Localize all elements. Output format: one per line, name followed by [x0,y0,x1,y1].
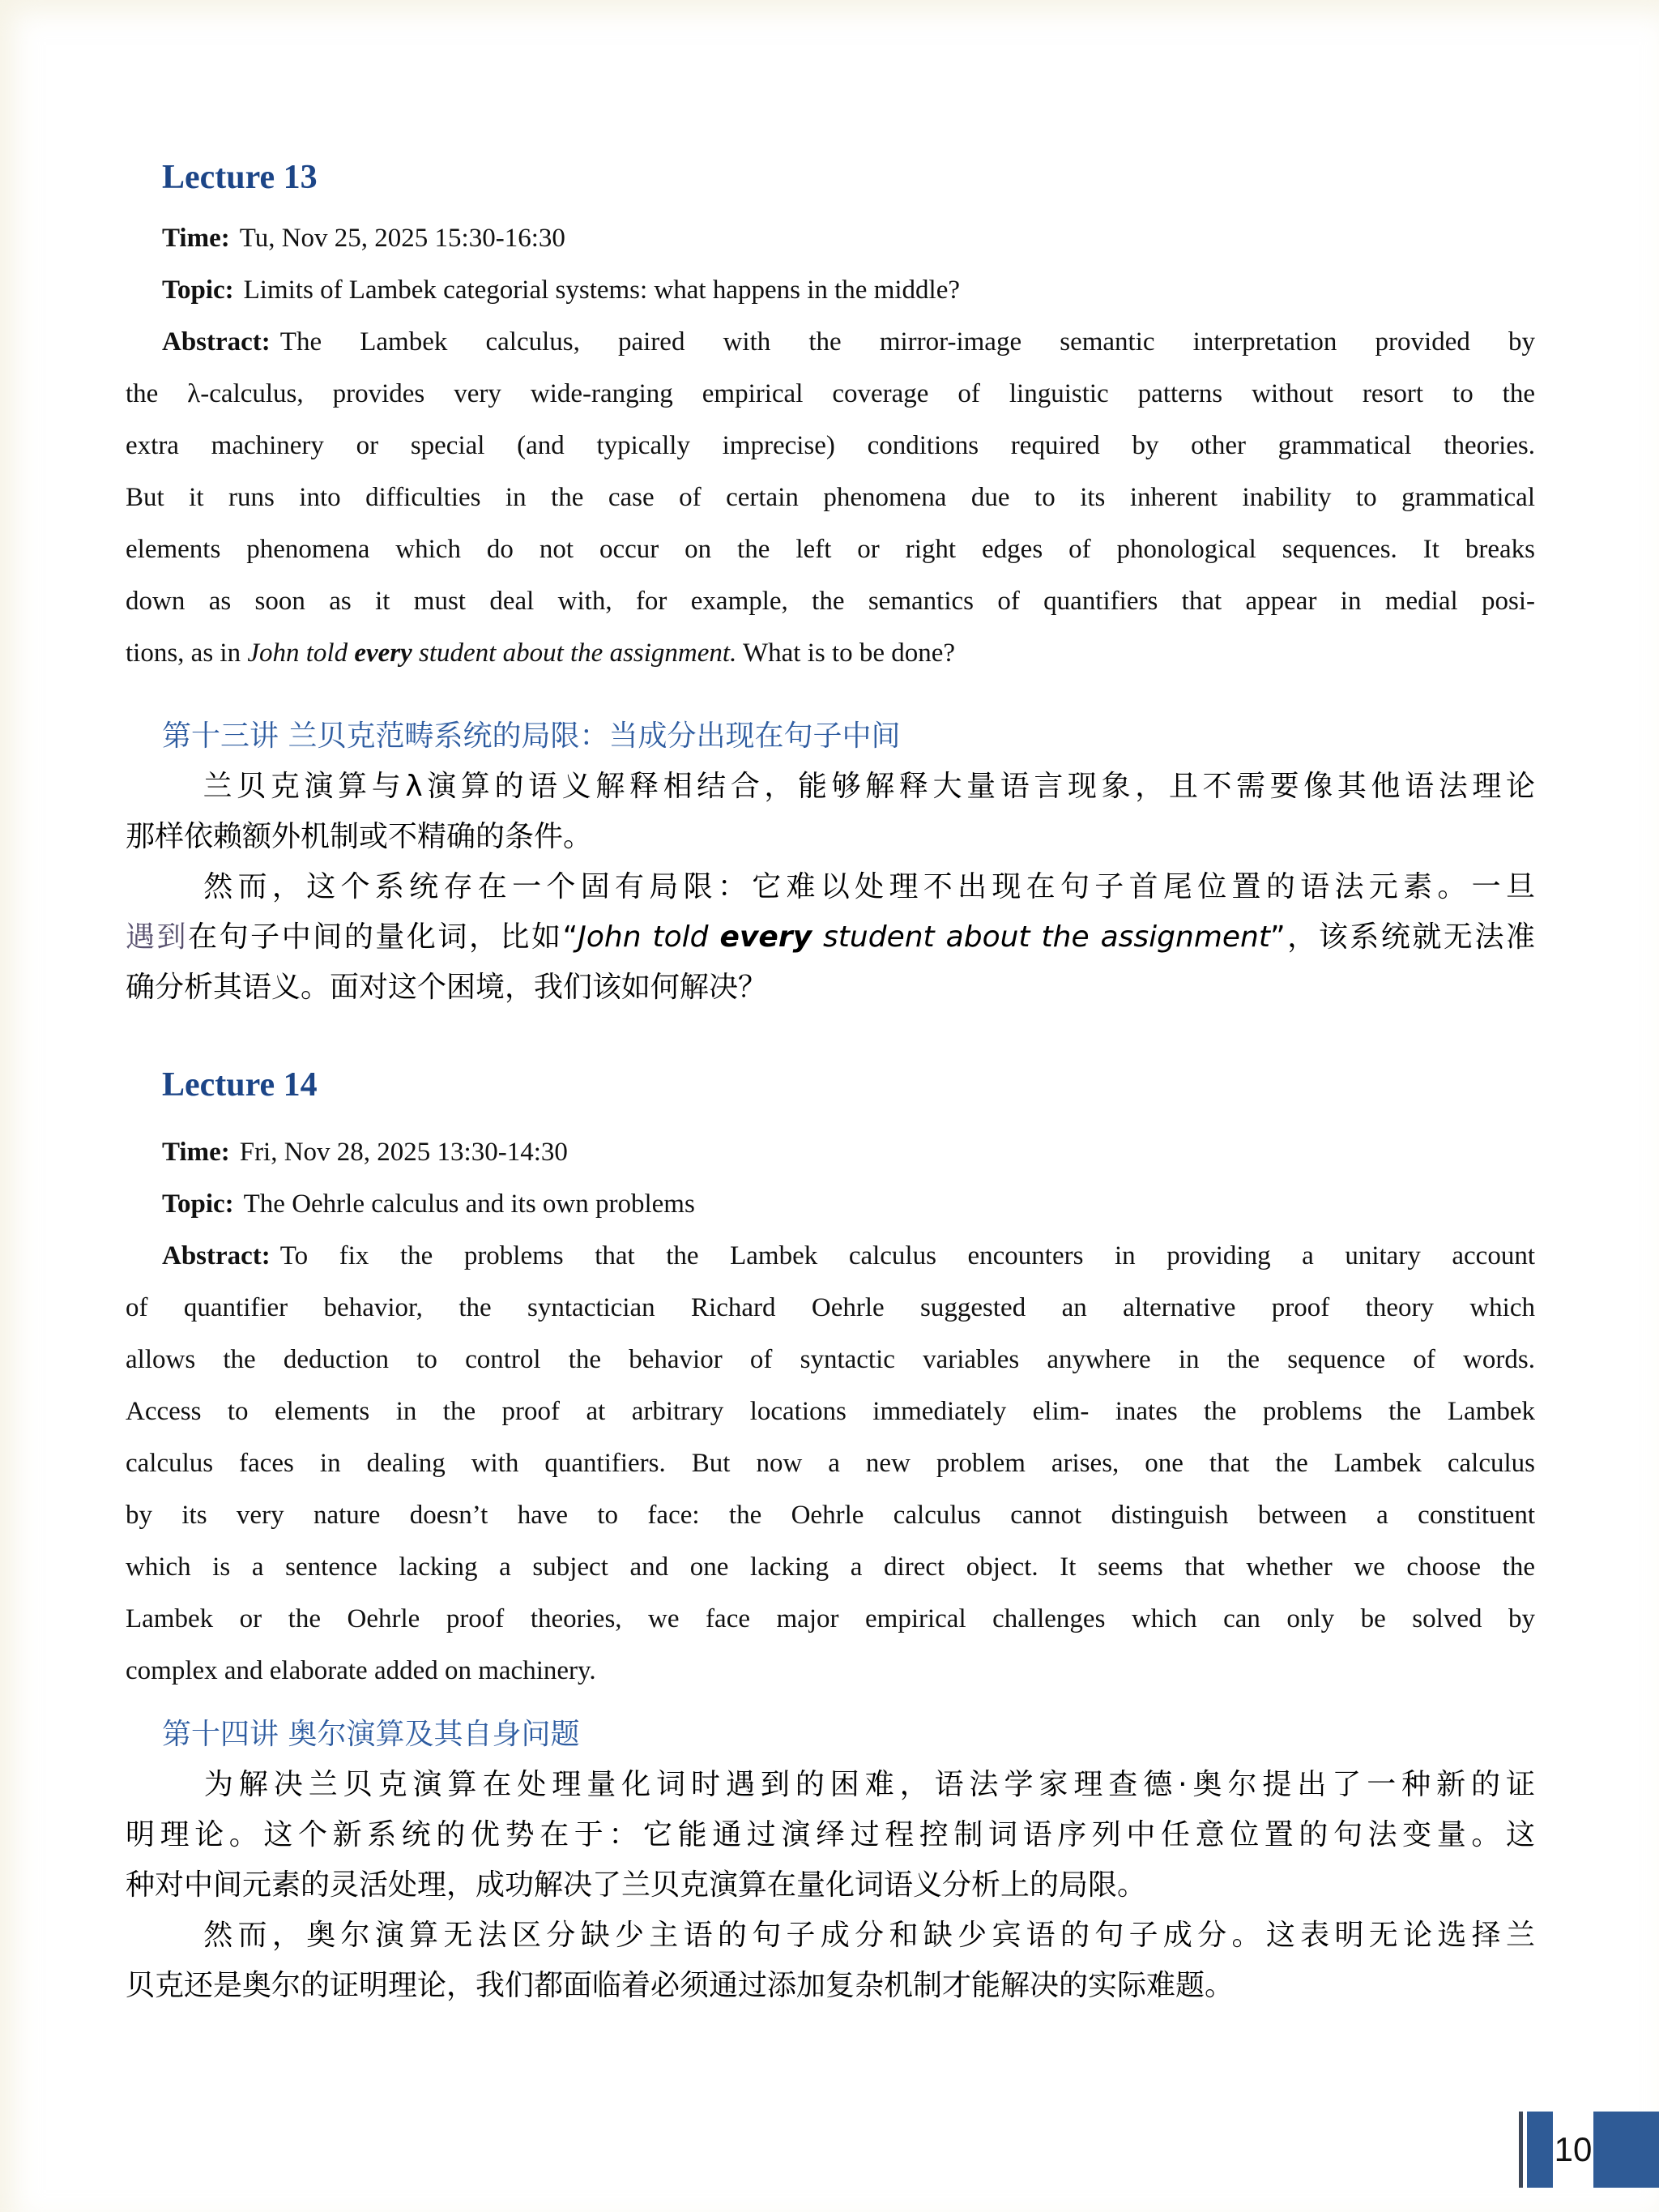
lecture-13-abstract-line [126,368,1535,420]
text-run: Access to elements in the proof at arbitrary locations immediately elim- inates the problems the Lambek [126,1397,1535,1426]
lecture-14-chinese-block [126,1760,1535,2011]
text-run: down as soon as it must deal with, for example, the semantics of quantifiers that appear in medial posi- [126,587,1535,616]
chinese-paragraph-line [126,812,1535,862]
text-run: What is to be done? [736,638,956,668]
italic-example-sentence: student about the assignment. [412,638,737,668]
lecture-13-english-block [126,212,1535,679]
lecture-13-abstract-line [126,420,1535,472]
text-run: 然而，奥尔演算无法区分缺少主语的句子成分和缺少宾语的句子成分。这表明无论选择兰 [198,1919,1535,1952]
text-run: calculus faces in dealing with quantifiers. But now a new problem arises, one that the Lambek calculus [126,1449,1535,1478]
text-run: 那样依赖额外机制或不精确的条件。 [126,820,593,853]
chinese-paragraph-line [126,762,1535,812]
topic-label: Topic: [162,1189,234,1219]
chinese-paragraph-line [126,1810,1535,1860]
lecture-14-abstract-line [126,1334,1535,1386]
lecture-14-english-block [126,1126,1535,1697]
text-run: elements phenomena which do not occur on the left or right edges of phonological sequences. It breaks [126,535,1535,564]
lecture-13-title: Lecture 13 [162,159,318,196]
lecture-13-abstract-last-line [126,627,1535,679]
text-run: 为解决兰贝克演算在处理量化词时遇到的困难，语法学家理查德·奥尔提出了一种新的证 [198,1768,1535,1801]
bold-italic-word: every [719,920,812,954]
text-run: extra machinery or special (and typically imprecise) conditions required by other grammatical theories. [126,431,1535,460]
text-run: by its very nature doesn’t have to face: the Oehrle calculus cannot distinguish between a constituent [126,1501,1535,1530]
lecture-13-abstract-line [126,523,1535,575]
text-run: which is a sentence lacking a subject and one lacking a direct object. It seems that whether we choose the [126,1552,1535,1582]
chinese-paragraph-line [126,963,1535,1013]
topic-value: Limits of Lambek categorial systems: what happens in the middle? [243,275,961,305]
lecture-14-abstract-line [126,1593,1535,1645]
time-value: Tu, Nov 25, 2025 15:30-16:30 [239,224,565,253]
chinese-paragraph-line [126,862,1535,912]
chinese-paragraph-line [126,912,1535,963]
text-run: the λ-calculus, provides very wide-ranging empirical coverage of linguistic patterns without resort to the [126,379,1535,408]
text-run: 然而，这个系统存在一个固有局限：它难以处理不出现在句子首尾位置的语法元素。一旦 [198,870,1535,903]
lecture-13-chinese-heading: 第十三讲 兰贝克范畴系统的局限：当成分出现在句子中间 [162,720,901,753]
text-run: allows the deduction to control the behavior of syntactic variables anywhere in the sequence of words. [126,1345,1535,1374]
italic-example-sentence: John told [247,638,355,668]
time-label: Time: [162,224,230,253]
lecture-14-abstract-line [126,1489,1535,1541]
text-run: 贝克还是奥尔的证明理论，我们都面临着必须通过添加复杂机制才能解决的实际难题。 [126,1969,1235,2002]
page-footer [1519,2112,1659,2188]
text-run: Lambek or the Oehrle proof theories, we face major empirical challenges which can only be solved by [126,1604,1535,1633]
lecture-13-time-line [126,212,1535,264]
chinese-paragraph-line [126,1860,1535,1911]
lecture-14-abstract-line [126,1230,1535,1282]
footer-thin-rule [1519,2112,1523,2188]
text-run: But it runs into difficulties in the case of certain phenomena due to its inherent inability to grammatical [126,483,1535,512]
lecture-13-abstract-line [126,316,1535,368]
page-number: 10 [1554,2130,1593,2168]
text-run: 兰贝克演算与λ演算的语义解释相结合，能够解释大量语言现象，且不需要像其他语法理论 [198,770,1535,803]
lecture-14-abstract-line [126,1282,1535,1334]
text-run: complex and elaborate added on machinery. [126,1656,596,1685]
chinese-paragraph-line [126,1911,1535,1961]
lecture-14-title: Lecture 14 [162,1066,318,1104]
lecture-13-abstract-line [126,472,1535,523]
lecture-13-abstract-line [126,575,1535,627]
lecture-14-abstract-last-line [126,1645,1535,1697]
time-label: Time: [162,1138,230,1167]
text-run: 在句子中间的量化词，比如“ [188,920,578,954]
topic-value: The Oehrle calculus and its own problems [243,1189,695,1219]
chinese-paragraph-line [126,1961,1535,2011]
footer-large-bar [1593,2112,1659,2188]
text-run: 种对中间元素的灵活处理，成功解决了兰贝克演算在量化词语义分析上的局限。 [126,1868,1147,1902]
bold-italic-word: every [354,638,412,668]
text-run: To fix the problems that the Lambek calculus encounters in providing a unitary account [279,1241,1535,1270]
highlighted-word: 遇到 [126,920,189,954]
lecture-13-topic-line [126,264,1535,316]
text-run: ”，该系统就无法准 [1269,920,1535,954]
text-run: 明理论。这个新系统的优势在于：它能通过演绎过程控制词语序列中任意位置的句法变量。这 [126,1818,1535,1851]
italic-example-sentence: student about the assignment [812,920,1270,954]
lecture-14-abstract-line [126,1541,1535,1593]
lecture-14-chinese-heading: 第十四讲 奥尔演算及其自身问题 [162,1718,580,1751]
italic-example-sentence: John told [578,920,720,954]
text-run: tions, as in [126,638,248,668]
text-run: The Lambek calculus, paired with the mirror-image semantic interpretation provided by [279,327,1535,357]
lecture-14-time-line [126,1126,1535,1178]
time-value: Fri, Nov 28, 2025 13:30-14:30 [239,1138,568,1167]
lecture-14-topic-line [126,1178,1535,1230]
footer-small-bar [1527,2112,1553,2188]
abstract-label: Abstract: [162,1241,271,1270]
lecture-14-abstract-line [126,1437,1535,1489]
abstract-label: Abstract: [162,327,271,357]
lecture-13-chinese-block [126,762,1535,1013]
topic-label: Topic: [162,275,234,305]
text-run: of quantifier behavior, the syntactician Richard Oehrle suggested an alternative proof theory which [126,1293,1535,1322]
text-run: 确分析其语义。面对这个困境，我们该如何解决？ [126,971,768,1004]
page-content [0,157,1659,2011]
lecture-14-abstract-line [126,1386,1535,1437]
chinese-paragraph-line [126,1760,1535,1810]
